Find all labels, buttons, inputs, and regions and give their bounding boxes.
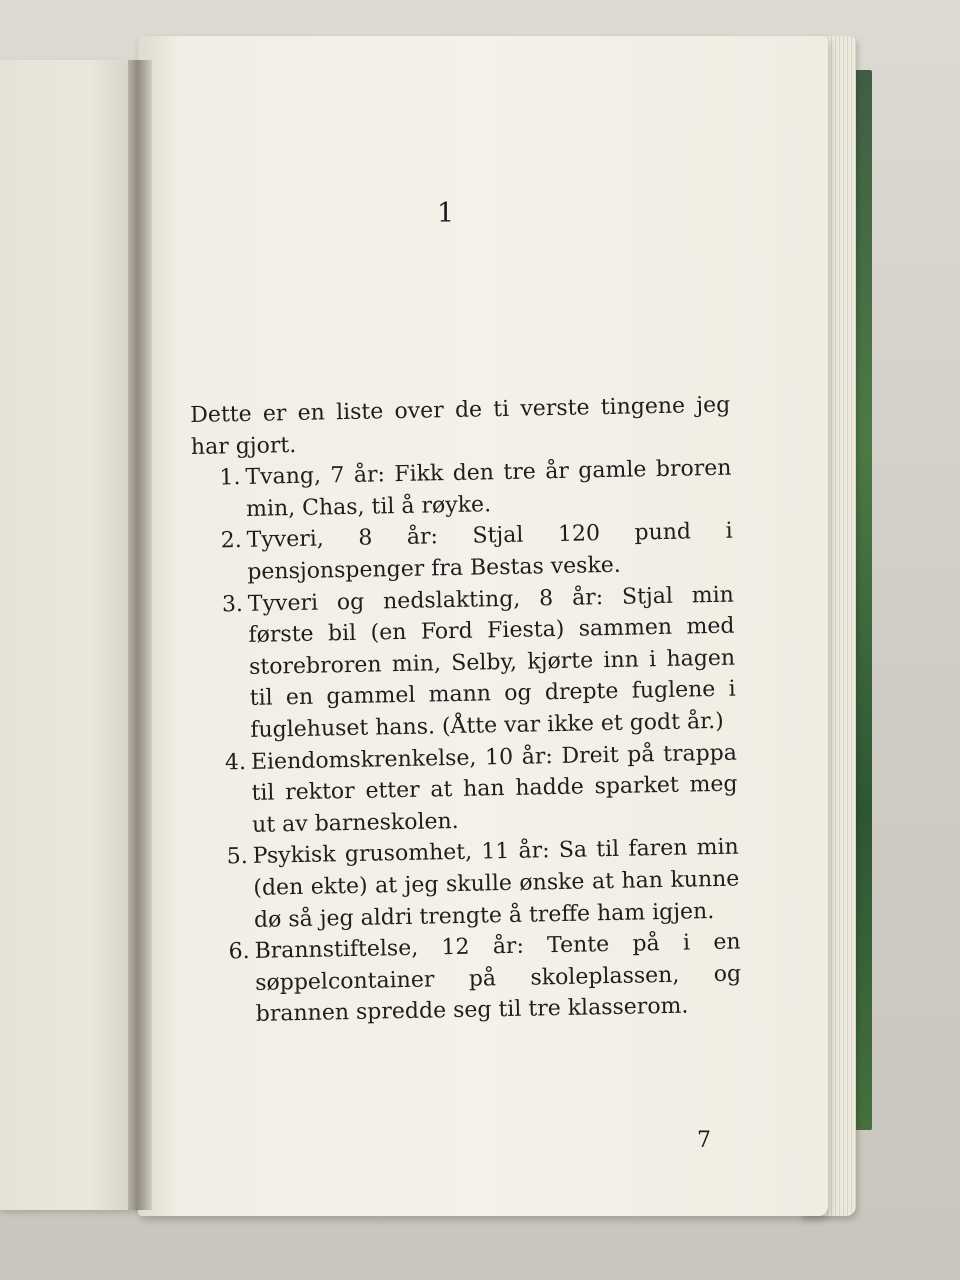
intro-paragraph: Dette er en liste over de ti verste tingene jeg har gjort. [190,392,731,460]
list-item-number: 2. [220,528,242,554]
list-item [192,516,733,590]
book-gutter [128,60,152,1210]
page-text [190,390,742,1032]
list-item [191,453,732,527]
list-item-number: 4. [224,749,247,775]
list-item [198,832,740,937]
list-item [200,927,742,1032]
list-item-text: Brannstiftelse, 12 år: Tente på i en søppelcontainer på skoleplassen, og brannen spredde seg til tre klasserom. [254,929,742,1028]
page-number: 7 [697,1128,711,1153]
list-item-text: Psykisk grusomhet, 11 år: Sa til faren min (den ekte) at jeg skulle ønske at han kunne dø så jeg aldri trengte å treffe ham igjen. [252,834,740,933]
list-item-text: Tyveri, 8 år: Stjal 120 pund i pensjonspenger fra Bestas veske. [246,518,733,585]
worst-things-list [191,453,742,1032]
list-item-number: 3. [221,591,244,617]
list-item-text: Eiendomskrenkelse, 10 år: Dreit på trappa til rektor etter at han hadde sparket meg ut av barneskolen. [250,740,738,838]
chapter-number: 1 [437,198,455,229]
list-item-number: 1. [219,465,241,491]
list-item-number: 5. [226,844,249,870]
list-item-text: Tvang, 7 år: Fikk den tre år gamle broren min, Chas, til å røyke. [245,455,732,522]
list-item [194,579,737,747]
list-item-text: Tyveri og nedslakting, 8 år: Stjal min første bil (en Ford Fiesta) sammen med storebroren min, Selby, kjørte inn i hagen til en gammel mann og drepte fuglene i fuglehuset hans. (Åtte var ikke et godt år.) [247,582,736,743]
list-item-number: 6. [228,939,250,965]
list-item [197,737,739,842]
